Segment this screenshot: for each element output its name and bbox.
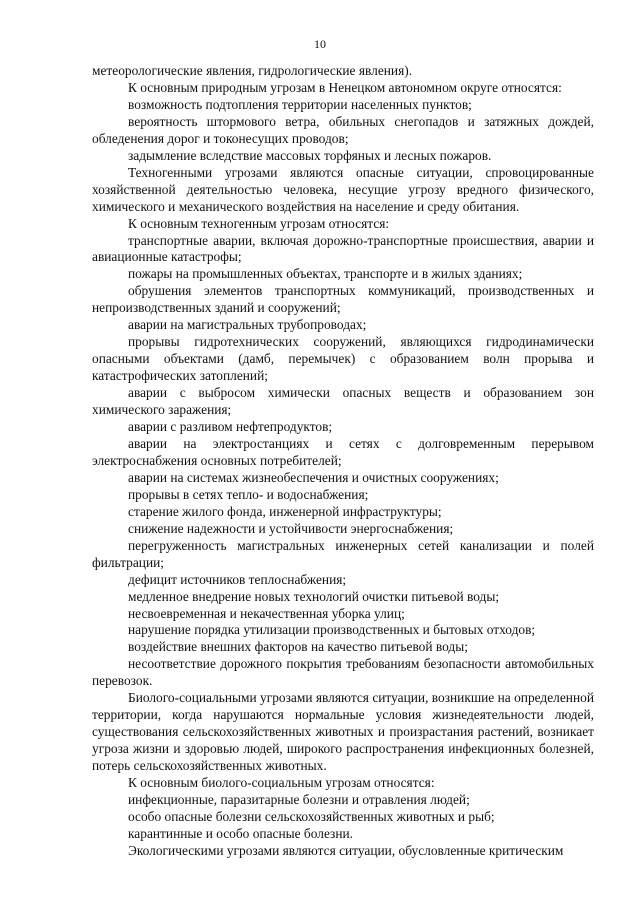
paragraph: К основным биолого-социальным угрозам относятся:	[128, 775, 435, 791]
paragraph: медленное внедрение новых технологий очистки питьевой воды;	[128, 588, 500, 604]
paragraph: Экологическими угрозами являются ситуации, обусловленные критическим	[128, 842, 564, 858]
paragraph: обрушения элементов транспортных коммуникаций, производственных и непроизводственных зданий и сооружений;	[92, 283, 594, 316]
paragraph: прорывы гидротехнических сооружений, являющихся гидродинамически опасными объектами (дамб, перемычек) с образованием волн прорыва и катастрофических затоплений;	[92, 334, 594, 384]
paragraph: метеорологические явления, гидрологические явления).	[92, 63, 413, 78]
paragraph: снижение надежности и устойчивости энергоснабжения;	[128, 520, 454, 536]
paragraph: особо опасные болезни сельскохозяйственных животных и рыб;	[128, 808, 495, 824]
paragraph: аварии на магистральных трубопроводах;	[128, 317, 367, 333]
paragraph: воздействие внешних факторов на качество питьевой воды;	[128, 639, 468, 655]
paragraph: прорывы в сетях тепло- и водоснабжения;	[128, 486, 369, 502]
paragraph: К основным техногенным угрозам относятся:	[128, 215, 390, 231]
paragraph: инфекционные, паразитарные болезни и отравления людей;	[128, 791, 470, 807]
paragraph: пожары на промышленных объектах, транспорте и в жилых зданиях;	[128, 266, 523, 282]
paragraph: Техногенными угрозами являются опасные ситуации, спровоцированные хозяйственной деятельностью человека, несущие угрозу вредного физического, химического и механического воздействия на население и среду обитания.	[92, 164, 594, 214]
paragraph: задымление вследствие массовых торфяных и лесных пожаров.	[128, 147, 492, 163]
paragraph: несвоевременная и некачественная уборка улиц;	[128, 605, 405, 621]
paragraph: старение жилого фонда, инженерной инфраструктуры;	[128, 503, 442, 519]
paragraph: аварии с выбросом химически опасных веществ и образованием зон химического заражения;	[92, 385, 594, 418]
paragraph: перегруженность магистральных инженерных сетей канализации и полей фильтрации;	[92, 537, 594, 570]
paragraph: вероятность штормового ветра, обильных снегопадов и затяжных дождей, обледенения дорог и токонесущих проводов;	[92, 113, 594, 146]
paragraph: несоответствие дорожного покрытия требованиям безопасности автомобильных перевозок.	[92, 656, 594, 689]
paragraph: Биолого-социальными угрозами являются ситуации, возникшие на определенной территории, когда нарушаются нормальные условия жизнедеятельности людей, существования сельскохозяйственных животных и произрастания растений, возникает угроза жизни и здоровью людей, широкого распространения инфекционных болезней, потерь сельскохозяйственных животных.	[92, 690, 594, 774]
paragraph: аварии с разливом нефтепродуктов;	[128, 419, 333, 435]
paragraph: К основным природным угрозам в Ненецком автономном округе относятся:	[128, 79, 562, 95]
page-number: 10	[314, 37, 326, 51]
paragraph: нарушение порядка утилизации производственных и бытовых отходов;	[128, 622, 536, 638]
paragraph: карантинные и особо опасные болезни.	[128, 825, 354, 841]
paragraph: аварии на электростанциях и сетях с долговременным перерывом электроснабжения основных потребителей;	[92, 435, 594, 468]
paragraph: аварии на системах жизнеобеспечения и очистных сооружениях;	[128, 469, 499, 485]
paragraph: транспортные аварии, включая дорожно-транспортные происшествия, аварии и авиационные катастрофы;	[92, 232, 594, 265]
paragraph: дефицит источников теплоснабжения;	[128, 571, 347, 587]
document-body	[92, 63, 594, 860]
paragraph: возможность подтопления территории населенных пунктов;	[128, 96, 472, 112]
